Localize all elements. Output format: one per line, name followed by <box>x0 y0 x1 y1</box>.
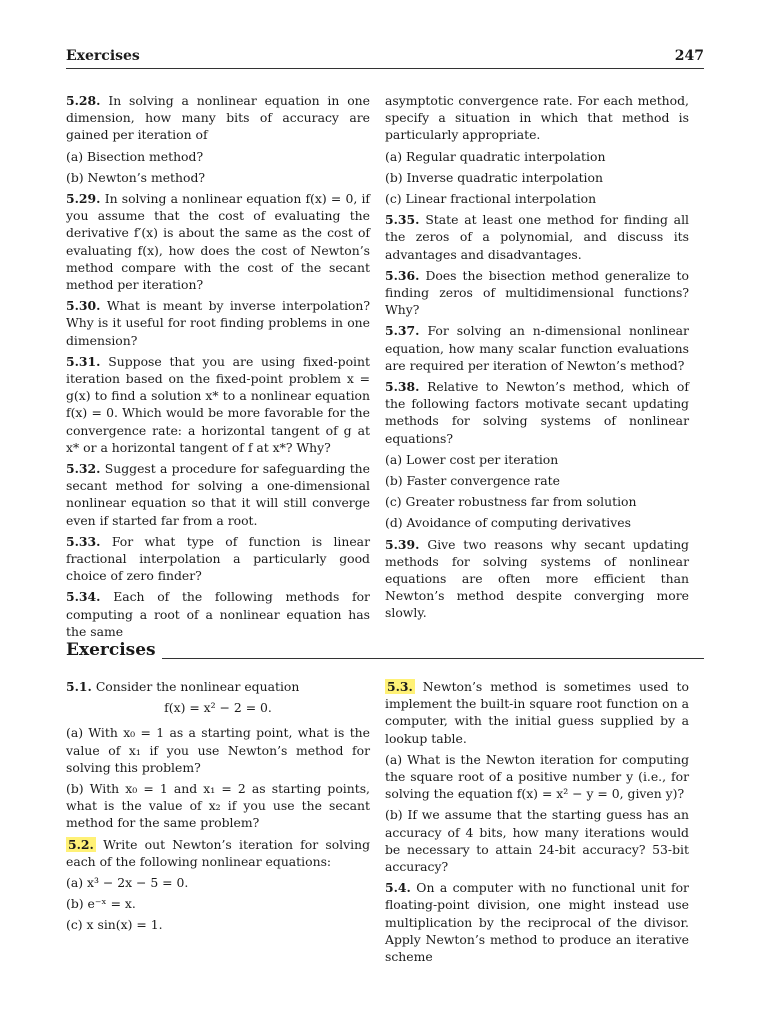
exercise-text: (b) With x₀ = 1 and x₁ = 2 as starting points, what is the value of x₂ if you use the secant method for the same problem? <box>66 781 370 831</box>
exercise-paragraph <box>385 678 689 747</box>
exercise-text: State at least one method for finding all the zeros of a polynomial, and discuss its advantages and disadvantages. <box>385 212 689 262</box>
exercise-text: Give two reasons why secant updating methods for solving systems of nonlinear equations are often more efficient than Newton’s method despite converging more slowly. <box>385 536 689 621</box>
exercise-number: 5.38. <box>385 379 420 395</box>
exercise-text: Consider the nonlinear equation <box>95 679 300 694</box>
list-item: (c) x sin(x) = 1. <box>66 917 163 933</box>
exercise-text: In solving a nonlinear equation in one dimension, how many bits of accuracy are gained per iteration of <box>66 93 370 143</box>
exercise-number: 5.35. <box>385 212 420 228</box>
review-column-right <box>385 92 689 626</box>
exercise-paragraph <box>385 536 689 622</box>
list-item: (a) Lower cost per iteration <box>385 451 559 467</box>
exercise-paragraph <box>66 588 370 640</box>
list-item: (b) e⁻ˣ = x. <box>66 896 136 912</box>
exercise-text: Each of the following methods for computing a root of a nonlinear equation has the same <box>66 589 370 639</box>
exercise-number: 5.33. <box>66 533 101 549</box>
exercise-number: 5.28. <box>66 93 101 108</box>
exercises-column-right <box>385 678 689 969</box>
exercise-number: 5.3. <box>387 679 413 694</box>
section-title: Exercises <box>66 640 164 660</box>
exercise-paragraph <box>66 297 370 349</box>
list-item: (b) Faster convergence rate <box>385 473 560 489</box>
exercise-paragraph <box>66 190 370 293</box>
exercise-number: 5.30. <box>66 298 101 314</box>
exercise-text: Write out Newton’s iteration for solving each of the following nonlinear equations: <box>66 836 370 869</box>
list-item: (a) Regular quadratic interpolation <box>385 148 606 164</box>
exercise-number: 5.29. <box>66 191 101 207</box>
exercise-text: asymptotic convergence rate. For each method, specify a situation in which that method is particularly appropriate. <box>385 93 689 143</box>
page-header <box>66 46 704 69</box>
exercise-number: 5.31. <box>66 353 101 369</box>
exercise-text: For what type of function is linear fractional interpolation a particularly good choice of zero finder? <box>66 533 370 584</box>
equation: f(x) = x² − 2 = 0. <box>164 700 272 716</box>
exercise-paragraph <box>385 267 689 319</box>
exercise-text: Suggest a procedure for safeguarding the secant method for solving a one-dimensional nonlinear equation so that it will still converge even if started far from a root. <box>66 461 370 528</box>
exercise-number: 5.4. <box>385 880 411 896</box>
running-title: Exercises <box>66 48 140 64</box>
exercise-paragraph <box>385 751 689 803</box>
exercise-paragraph <box>66 533 370 585</box>
exercise-text: (b) If we assume that the starting guess has an accuracy of 4 bits, how many iterations would be necessary to attain 24-bit accuracy? 53-bit accuracy? <box>385 807 689 875</box>
exercise-paragraph <box>66 836 370 870</box>
exercise-paragraph <box>66 92 370 144</box>
exercise-number: 5.1. <box>66 679 92 694</box>
exercise-text: (a) What is the Newton iteration for computing the square root of a positive number y (i.e., for solving the equation f(x) = x² − y = 0, given y)? <box>385 751 689 802</box>
exercise-paragraph <box>385 92 689 144</box>
exercise-number: 5.37. <box>385 323 420 339</box>
exercise-number: 5.34. <box>66 589 101 605</box>
exercise-text: For solving an n-dimensional nonlinear equation, how many scalar function evaluations are required per iteration of Newton’s method? <box>385 323 689 373</box>
list-item: (b) Inverse quadratic interpolation <box>385 169 603 185</box>
exercise-number: 5.39. <box>385 536 420 552</box>
exercise-number: 5.2. <box>68 836 94 852</box>
exercise-paragraph <box>385 879 689 965</box>
exercise-text: In solving a nonlinear equation f(x) = 0, if you assume that the cost of evaluating the derivative f′(x) is about the same as the cost of evaluating f(x), how does the cost of Newton’s method compare with the cost of the secant method per iteration? <box>66 191 370 293</box>
list-item: (c) Linear fractional interpolation <box>385 191 597 207</box>
exercise-text: On a computer with no functional unit for floating-point division, one might instead use multiplication by the reciprocal of the divisor. Apply Newton’s method to produce an iterative scheme <box>385 880 689 965</box>
exercise-paragraph <box>385 211 689 263</box>
exercise-number: 5.32. <box>66 461 101 477</box>
list-item: (a) Bisection method? <box>66 148 204 164</box>
exercise-paragraph <box>66 353 370 456</box>
exercise-text: Relative to Newton’s method, which of the following factors motivate secant updating methods for solving systems of nonlinear equations? <box>385 379 689 446</box>
list-item: (a) x³ − 2x − 5 = 0. <box>66 875 189 891</box>
page-number: 247 <box>674 48 704 64</box>
list-item: (b) Newton’s method? <box>66 169 206 185</box>
exercise-text: What is meant by inverse interpolation? Why is it useful for root finding problems in one dimension? <box>66 298 370 348</box>
exercise-paragraph <box>66 460 370 529</box>
exercise-text: Does the bisection method generalize to finding zeros of multidimensional functions? Why? <box>385 267 689 318</box>
section-heading <box>66 640 704 666</box>
exercise-paragraph <box>66 724 370 776</box>
exercise-text: Newton’s method is sometimes used to implement the built-in square root function on a computer, with the initial guess supplied by a lookup table. <box>385 679 689 746</box>
list-item: (d) Avoidance of computing derivatives <box>385 515 631 531</box>
exercise-text: Suppose that you are using fixed-point iteration based on the fixed-point problem x = g(x) to find a solution x* to a nonlinear equation f(x) = 0. Which would be more favorable for the convergence rate: a horizontal tangent of g at x* or a horizontal tangent of f at x*? Why? <box>66 353 370 455</box>
exercises-column-left <box>66 678 370 938</box>
exercise-paragraph <box>385 322 689 374</box>
exercise-paragraph <box>66 780 370 832</box>
exercise-paragraph <box>385 378 689 447</box>
exercise-paragraph <box>66 678 370 695</box>
exercise-number: 5.36. <box>385 267 420 283</box>
exercise-text: (a) With x₀ = 1 as a starting point, what is the value of x₁ if you use Newton’s method for solving this problem? <box>66 725 370 775</box>
list-item: (c) Greater robustness far from solution <box>385 494 637 510</box>
section-rule <box>162 658 704 659</box>
review-column-left <box>66 92 370 644</box>
exercise-paragraph <box>385 806 689 875</box>
